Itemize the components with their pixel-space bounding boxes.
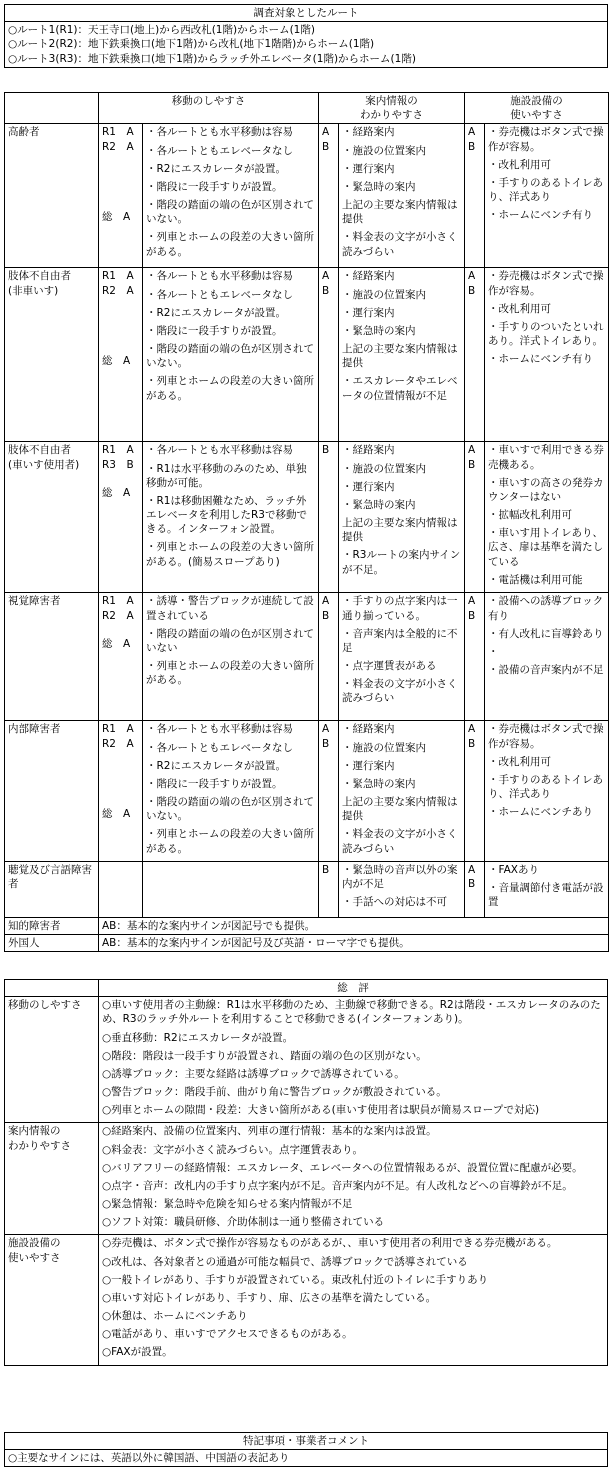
facility-note: ・ — [488, 645, 499, 658]
info-note: ・手すりの点字案内は一通り揃っている。 — [342, 595, 458, 622]
info-note: ・運行案内 — [342, 759, 395, 772]
facility-notes — [485, 268, 609, 442]
mobility-note: ・各ルートとも水平移動は容易 — [146, 270, 293, 283]
info-note: 上記の主要な案内情報は提供 — [342, 199, 458, 226]
eval-row — [5, 124, 609, 268]
eval-category: 知的障害者 — [5, 917, 99, 934]
summary-item: ○誘導ブロック：主要な経路は誘導ブロックで誘導されている。 — [102, 1067, 405, 1080]
route-rating: R3 B — [102, 458, 134, 471]
eval-header-facility: 施設設備の 使いやすさ — [465, 93, 609, 124]
route-rating — [102, 182, 139, 196]
info-note: ・施設の位置案内 — [342, 144, 426, 157]
route-rating — [102, 168, 139, 182]
mobility-note: ・列車とホームの段差の大きい箇所がある。 — [146, 828, 314, 855]
info-note: 上記の主要な案内情報は提供 — [342, 517, 458, 544]
facility-note: ・改札利用可 — [488, 302, 551, 315]
info-note: ・施設の位置案内 — [342, 462, 426, 475]
info-note: ・施設の位置案内 — [342, 741, 426, 754]
routes-title: 調査対象としたルート — [5, 5, 608, 22]
summary-item: ○料金表：文字が小さく読みづらい。点字運賃表あり。 — [102, 1143, 363, 1156]
summary-item: ○警告ブロック：階段手前、曲がり角に警告ブロックが敷設されている。 — [102, 1086, 447, 1099]
summary-item: ○階段：階段は一段手すりが設置され、踏面の端の色の区別がない。 — [102, 1049, 427, 1062]
summary-item: ○券売機は、ボタン式で操作が容易なものがあるが、、車いす使用者の利用できる券売機がある。 — [102, 1237, 558, 1250]
mobility-note: ・階段に一段手すりが設置。 — [146, 180, 283, 193]
summary-title: 総 評 — [99, 980, 608, 997]
facility-note: ・券売機はボタン式で操作が容易。 — [488, 126, 604, 153]
mobility-note: ・R1は移動困難なため、ラッチ外エレベータを利用したR3で移動できる。インターフォン設置。 — [146, 494, 307, 536]
mobility-notes — [143, 593, 319, 721]
route-line-3: ○ルート3(R3)：地下鉄乗換口(地下1階)からラッチ外エレベータ(1階)からホーム(1階) — [8, 52, 416, 65]
eval-category: 外国人 — [5, 934, 99, 951]
route-rating — [102, 779, 139, 793]
route-rating: R2 A — [102, 140, 134, 153]
mobility-notes — [143, 268, 319, 442]
info-note: ・経路案内 — [342, 270, 395, 283]
facility-note: ・FAXあり — [488, 863, 539, 876]
route-rating: 総 A — [102, 210, 131, 223]
mobility-note: ・列車とホームの段差の大きい箇所がある。 — [146, 375, 314, 402]
mobility-ratings — [99, 593, 143, 721]
summary-item: ○FAXが設置。 — [102, 1346, 173, 1359]
evaluation-table — [4, 92, 609, 952]
mobility-note: ・階段に一段手すりが設置。 — [146, 324, 283, 337]
notes-title: 特記事項・事業者コメント — [5, 1433, 608, 1450]
facility-note: ・ホームにベンチあり — [488, 806, 593, 819]
mobility-notes — [143, 861, 319, 917]
mobility-notes — [143, 721, 319, 861]
info-grade: AB — [319, 721, 339, 861]
mobility-note: ・R2にエスカレータが設置。 — [146, 306, 286, 319]
facility-note: ・車いすで利用できる券売機ある。 — [488, 444, 604, 471]
route-rating: 総 A — [102, 637, 131, 650]
facility-notes — [485, 124, 609, 268]
route-rating: R1 A — [102, 595, 134, 608]
info-grade: AB — [319, 124, 339, 268]
info-note: ・緊急時の案内 — [342, 180, 416, 193]
facility-note: ・券売機はボタン式で操作が容易。 — [488, 270, 604, 297]
info-note: ・経路案内 — [342, 723, 395, 736]
mobility-note: ・各ルートとも水平移動は容易 — [146, 723, 293, 736]
route-rating: R1 A — [102, 723, 134, 736]
info-note: ・運行案内 — [342, 306, 395, 319]
facility-note: ・手すりのあるトイレあり、洋式あり — [488, 176, 603, 204]
summary-category: 案内情報の わかりやすさ — [5, 1123, 99, 1235]
facility-note: ・拡幅改札利用可 — [488, 509, 572, 522]
routes-table — [4, 4, 608, 68]
facility-note: ・手すりのついたといれあり。洋式トイレあり。 — [488, 320, 604, 348]
summary-item: ○経路案内、設備の位置案内、列車の運行情報：基本的な案内は設置。 — [102, 1125, 437, 1138]
route-rating: R2 A — [102, 284, 134, 297]
eval-category: 高齢者 — [5, 124, 99, 268]
info-note: ・緊急時の音声以外の案内が不足 — [342, 863, 458, 890]
summary-row — [5, 997, 608, 1123]
eval-row — [5, 268, 609, 442]
route-rating — [102, 751, 139, 765]
info-note: ・緊急時の案内 — [342, 498, 416, 511]
info-notes — [339, 124, 465, 268]
facility-notes — [485, 442, 609, 593]
summary-items — [99, 1235, 608, 1365]
summary-item: ○緊急情報：緊急時や危険を知らせる案内情報が不足 — [102, 1198, 353, 1211]
info-note: ・点字運賃表がある — [342, 660, 437, 673]
mobility-note: ・列車とホームの段差の大きい箇所がある。(簡易スロープあり) — [146, 541, 314, 568]
route-rating: R1 A — [102, 444, 134, 457]
info-note: ・運行案内 — [342, 480, 395, 493]
route-rating — [102, 793, 139, 807]
summary-category: 施設設備の 使いやすさ — [5, 1235, 99, 1365]
mobility-note: ・各ルートとも水平移動は容易 — [146, 444, 293, 457]
mobility-note: ・階段の踏面の端の色が区別されていない。 — [146, 343, 314, 370]
eval-simple-row — [5, 934, 609, 951]
summary-item: ○点字・音声：改札内の手すり点字案内が不足。音声案内が不足。有人改札などへの盲導鈴が不足。 — [102, 1179, 573, 1192]
route-line-2: ○ルート2(R2)：地下鉄乗換口(地下1階)から改札(地下1階階)からホーム(1階) — [8, 38, 375, 51]
info-grade: AB — [319, 268, 339, 442]
route-rating: 総 A — [102, 807, 131, 820]
info-grade: B — [319, 861, 339, 917]
summary-items — [99, 997, 608, 1123]
info-note: ・料金表の文字が小さく読みづらい — [342, 678, 458, 705]
info-grade: B — [319, 442, 339, 593]
route-rating: R1 A — [102, 126, 134, 139]
info-note: ・料金表の文字が小さく読みづらい — [342, 828, 458, 855]
eval-row — [5, 593, 609, 721]
info-notes — [339, 268, 465, 442]
route-rating: 総 A — [102, 354, 131, 367]
facility-note: ・電話機は利用可能 — [488, 573, 583, 586]
eval-simple-text: AB：基本的な案内サインが図記号及び英語・ローマ字でも提供。 — [99, 934, 609, 951]
facility-notes — [485, 861, 609, 917]
facility-note: ・車いす用トイレあり、広さ、扉は基準を満たしている — [488, 527, 604, 568]
facility-grade: AB — [465, 861, 485, 917]
summary-item: ○列車とホームの隙間・段差：大きい箇所がある(車いす使用者は駅員が簡易スロープで対応) — [102, 1104, 540, 1117]
eval-row — [5, 861, 609, 917]
facility-note: ・設備への誘導ブロック有り — [488, 595, 604, 622]
summary-row — [5, 1123, 608, 1235]
facility-notes — [485, 721, 609, 861]
eval-row — [5, 721, 609, 861]
info-note: 上記の主要な案内情報は提供 — [342, 343, 458, 370]
info-notes — [339, 593, 465, 721]
info-note: ・R3ルートの案内サインが不足。 — [342, 549, 461, 576]
mobility-note: ・階段の踏面の端の色が区別されていない — [146, 627, 314, 654]
mobility-notes — [143, 442, 319, 593]
info-note: ・緊急時の案内 — [342, 324, 416, 337]
facility-note: ・音量調節付き電話が設置 — [488, 881, 604, 909]
mobility-ratings — [99, 124, 143, 268]
mobility-note: ・各ルートともエレベータなし — [146, 144, 293, 157]
facility-note: ・車いすの高さの発券カウンターはない — [488, 476, 604, 503]
summary-item: ○休憩は、ホームにベンチあり — [102, 1310, 248, 1323]
facility-note: ・ホームにベンチ有り — [488, 353, 593, 366]
eval-simple-row — [5, 917, 609, 934]
summary-item: ○バリアフリーの経路情報：エスカレータ、エレベータへの位置情報あるが、設置位置に配慮が必要。 — [102, 1161, 583, 1174]
eval-category: 視覚障害者 — [5, 593, 99, 721]
mobility-ratings — [99, 721, 143, 861]
info-note: ・エスカレータやエレベータの位置情報が不足 — [342, 375, 458, 402]
eval-row — [5, 442, 609, 593]
info-note: ・経路案内 — [342, 126, 395, 139]
route-rating: R2 A — [102, 609, 134, 622]
info-note: ・緊急時の案内 — [342, 777, 416, 790]
facility-grade: AB — [465, 442, 485, 593]
mobility-note: ・R2にエスカレータが設置。 — [146, 162, 286, 175]
mobility-note: ・R2にエスカレータが設置。 — [146, 759, 286, 772]
info-note: ・音声案内は全般的に不足 — [342, 627, 458, 654]
info-notes — [339, 442, 465, 593]
eval-simple-text: AB：基本的な案内サインが図記号でも提供。 — [99, 917, 609, 934]
mobility-note: ・各ルートともエレベータなし — [146, 288, 293, 301]
routes-list — [5, 22, 608, 68]
facility-note: ・設備の音声案内が不足 — [488, 664, 604, 677]
facility-grade: AB — [465, 268, 485, 442]
route-rating — [102, 765, 139, 779]
mobility-note: ・階段に一段手すりが設置。 — [146, 777, 283, 790]
summary-category: 移動のしやすさ — [5, 997, 99, 1123]
mobility-note: ・列車とホームの段差の大きい箇所がある。 — [146, 231, 314, 258]
summary-item: ○車いす使用者の主動線：R1は水平移動のため、主動線で移動できる。R2は階段・エスカレータのみのため、R3のラッチ外ルートを利用することで移動できる(インターフォンあり)。 — [102, 999, 601, 1026]
facility-grade: AB — [465, 721, 485, 861]
mobility-ratings — [99, 861, 143, 917]
facility-grade: AB — [465, 124, 485, 268]
route-rating — [102, 298, 139, 312]
eval-header-info: 案内情報の わかりやすさ — [319, 93, 465, 124]
summary-row — [5, 1235, 608, 1365]
route-rating: R1 A — [102, 270, 134, 283]
notes-text: ○主要なサインには、英語以外に韓国語、中国語の表記あり — [5, 1450, 608, 1467]
eval-header-mobility: 移動のしやすさ — [99, 93, 319, 124]
route-rating — [102, 154, 139, 168]
facility-note: ・改札利用可 — [488, 755, 551, 768]
facility-note: ・有人改札に盲導鈴あり — [488, 627, 604, 640]
summary-items — [99, 1123, 608, 1235]
facility-note: ・券売機はボタン式で操作が容易。 — [488, 723, 604, 750]
mobility-note: ・誘導・警告ブロックが連続して設置されている — [146, 595, 314, 622]
eval-category: 内部障害者 — [5, 721, 99, 861]
eval-category: 肢体不自由者 (車いす使用者) — [5, 442, 99, 593]
mobility-note: ・階段の踏面の端の色が区別されていない。 — [146, 199, 314, 226]
mobility-note: ・階段の踏面の端の色が区別されていない。 — [146, 796, 314, 823]
summary-item: ○車いす対応トイレがあり、手すり、扉、広さの基準を満たしている。 — [102, 1291, 437, 1304]
summary-item: ○電話があり、車いすでアクセスできるものがある。 — [102, 1328, 353, 1341]
mobility-note: ・R1は水平移動のみのため、単独移動が可能。 — [146, 462, 307, 489]
info-notes — [339, 861, 465, 917]
mobility-ratings — [99, 268, 143, 442]
info-note: ・手話への対応は不可 — [342, 896, 447, 909]
info-grade: AB — [319, 593, 339, 721]
route-rating — [102, 472, 139, 486]
mobility-note: ・各ルートともエレベータなし — [146, 741, 293, 754]
mobility-note: ・各ルートとも水平移動は容易 — [146, 126, 293, 139]
summary-item: ○垂直移動：R2にエスカレータが設置。 — [102, 1031, 294, 1044]
eval-category: 肢体不自由者 (非車いす) — [5, 268, 99, 442]
mobility-notes — [143, 124, 319, 268]
facility-note: ・手すりのあるトイレあり、洋式あり — [488, 773, 603, 801]
facility-note: ・改札利用可 — [488, 158, 551, 171]
route-rating — [102, 623, 139, 637]
summary-corner — [5, 980, 99, 997]
info-note: ・料金表の文字が小さく読みづらい — [342, 231, 458, 258]
route-rating — [102, 340, 139, 354]
info-note: 上記の主要な案内情報は提供 — [342, 796, 458, 823]
info-note: ・施設の位置案内 — [342, 288, 426, 301]
route-rating — [102, 326, 139, 340]
info-note: ・経路案内 — [342, 444, 395, 457]
summary-item: ○一般トイレがあり、手すりが設置されている。東改札付近のトイレに手すりあり — [102, 1273, 489, 1286]
facility-notes — [485, 593, 609, 721]
facility-note: ・ホームにベンチ有り — [488, 209, 593, 222]
eval-corner — [5, 93, 99, 124]
notes-table — [4, 1432, 608, 1467]
route-line-1: ○ルート1(R1)：天王寺口(地上)から西改札(1階)からホーム(1階) — [8, 24, 315, 37]
facility-grade: AB — [465, 593, 485, 721]
summary-item: ○ソフト対策：職員研修、介助体制は一通り整備されている — [102, 1216, 385, 1229]
summary-item: ○改札は、各対象者との通過が可能な幅員で、誘導ブロックで誘導されている — [102, 1255, 468, 1268]
mobility-note: ・列車とホームの段差の大きい箇所がある。 — [146, 660, 314, 687]
route-rating — [102, 196, 139, 210]
info-note: ・運行案内 — [342, 162, 395, 175]
route-rating: R2 A — [102, 737, 134, 750]
route-rating: 総 A — [102, 486, 131, 499]
info-notes — [339, 721, 465, 861]
summary-table — [4, 979, 608, 1366]
eval-category: 聴覚及び言語障害者 — [5, 861, 99, 917]
route-rating — [102, 312, 139, 326]
mobility-ratings — [99, 442, 143, 593]
